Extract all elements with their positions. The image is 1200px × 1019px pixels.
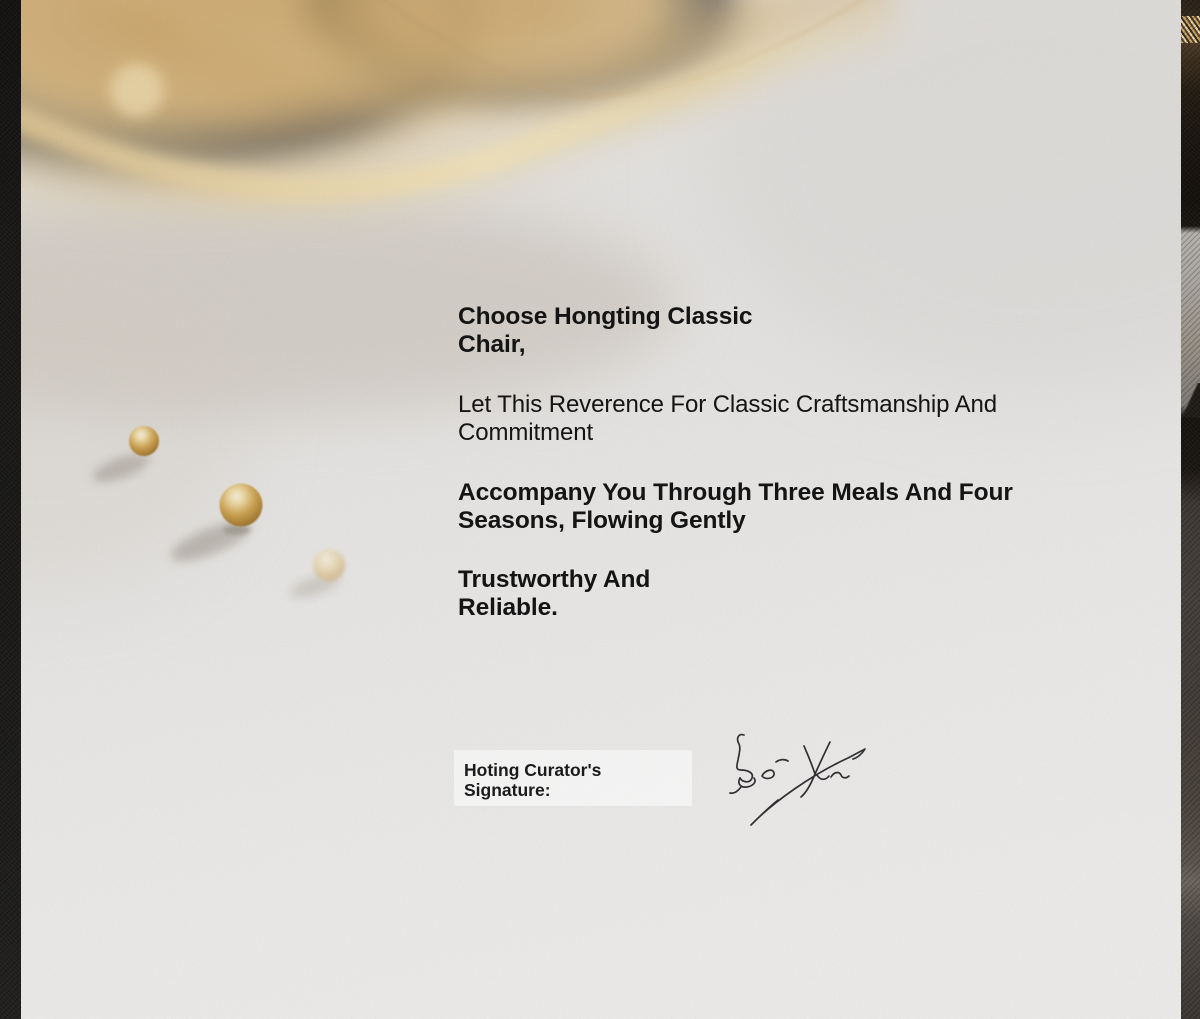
- gold-ornament-strip: [1181, 16, 1200, 43]
- heading-choose: [458, 303, 1068, 359]
- page-edge-left: [0, 0, 21, 1019]
- heading-choose-line2: Chair,: [458, 331, 526, 358]
- page-edge-right: [1181, 0, 1200, 1019]
- heading-accompany-line2: Seasons, Flowing Gently: [458, 507, 746, 534]
- heading-accompany-line1: Accompany You Through Three Meals And Four: [458, 479, 1013, 506]
- paragraph-reverence: [458, 391, 1068, 447]
- signature-label-line2: Signature:: [464, 780, 551, 800]
- paragraph-reverence-line1: Let This Reverence For Classic Craftsmanship And: [458, 391, 997, 418]
- heading-trustworthy-line1: Trustworthy And: [458, 566, 651, 593]
- heading-accompany: [458, 479, 1068, 535]
- heading-trustworthy: [458, 566, 1068, 622]
- heading-trustworthy-line2: Reliable.: [458, 594, 558, 621]
- signature-label: [464, 760, 601, 800]
- paragraph-reverence-line2: Commitment: [458, 419, 594, 446]
- heading-choose-line1: Choose Hongting Classic: [458, 303, 753, 330]
- signature-label-line1: Hoting Curator's: [464, 760, 602, 780]
- curator-signature-icon: [710, 718, 888, 832]
